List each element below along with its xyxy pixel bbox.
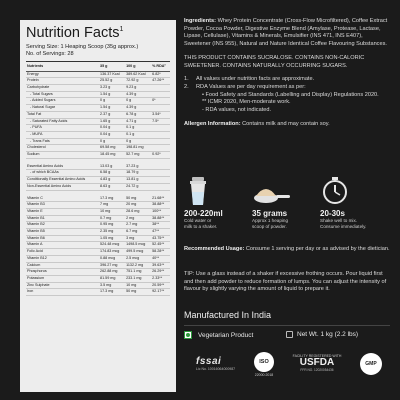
nutrient-name: - Added Sugars (26, 98, 99, 105)
nutrient-name: - PUFA (26, 125, 99, 132)
value-rda (151, 138, 170, 145)
serving-info (26, 44, 170, 62)
fssai-text: fssai (196, 356, 222, 367)
footnote-number (184, 107, 196, 115)
nutrient-name: Energy (26, 71, 99, 78)
fssai-license: Lic No. 10016064000987 (196, 367, 236, 371)
table-row (26, 98, 170, 105)
table-row (26, 222, 170, 229)
recommended-usage (184, 246, 390, 254)
table-row (26, 269, 170, 276)
footnote-item (184, 99, 390, 107)
value-100g: 18.79 g (125, 170, 151, 177)
nutrient-name: Total Fat (26, 111, 99, 118)
value-rda: 3.54* (151, 111, 170, 118)
value-rda: 0.92* (151, 152, 170, 159)
footnote-text: • Food Safety and Standards (Labelling and Display) Regulations 2020. (202, 91, 379, 98)
prep-step-scoop (252, 176, 312, 230)
certification-logos (196, 350, 392, 386)
nutrient-name: Essential Amino Acids (26, 164, 99, 170)
nutrition-title-text: Nutrition Facts (26, 25, 120, 41)
nutrient-name: Protein (26, 78, 99, 85)
value-rda: 52.45** (151, 242, 170, 249)
value-rda: 92.17** (151, 289, 170, 296)
nutrient-name: Phosphorus (26, 269, 99, 276)
value-rda (151, 91, 170, 98)
nutrient-name: Vitamin B12 (26, 255, 99, 262)
value-35g: 136.37 Kcal (99, 71, 125, 78)
value-35g: 0.95 mg (99, 222, 125, 229)
value-rda: 47** (151, 229, 170, 236)
vegetarian-badge (184, 331, 253, 339)
vegetarian-label: Vegetarian Product (198, 331, 254, 339)
nutrition-table-body (26, 71, 170, 296)
value-rda: 6.82* (151, 71, 170, 78)
value-100g: 2.7 mg (125, 222, 151, 229)
footnote-number (184, 92, 196, 100)
net-weight (286, 331, 358, 338)
value-100g: 10 mg (125, 282, 151, 289)
footnote-number (184, 99, 196, 107)
prep-shake-desc: Shake well to mix. Consume immediately. (320, 218, 367, 229)
header-nutrients: Nutrients (26, 64, 99, 72)
value-35g: 10 mg (99, 208, 125, 215)
allergen-info (184, 121, 390, 129)
manufactured-in: Manufactured In India (184, 310, 272, 320)
usfda-top: FACILITY REGISTERED WITH (292, 354, 342, 358)
timer-icon (320, 176, 350, 206)
value-rda: 58.28** (151, 249, 170, 256)
value-35g: 0 g (99, 138, 125, 145)
value-100g: 1498.5 mcg (125, 242, 151, 249)
table-row (26, 111, 170, 118)
prep-scoop-amount: 35 grams (252, 209, 288, 218)
nutrient-name: Potassium (26, 275, 99, 282)
servings-count: No. of Servings: 28 (26, 51, 74, 58)
nutrient-name: Vitamin E (26, 208, 99, 215)
table-row (26, 282, 170, 289)
value-100g: 28.6 mg (125, 208, 151, 215)
value-100g: 3 mg (125, 235, 151, 242)
value-35g: 1.54 g (99, 91, 125, 98)
table-row (26, 177, 170, 184)
value-100g: 0.1 g (125, 131, 151, 138)
value-rda (151, 105, 170, 112)
nutrient-name: Vitamin B1 (26, 215, 99, 222)
usfda-number: FFR NO. 12020054436 (300, 368, 334, 372)
value-35g: 17.3 mg (99, 196, 125, 202)
scoop-icon (252, 176, 292, 206)
value-35g: 6.58 g (99, 170, 125, 177)
nutrient-name: - of which BCAAs (26, 170, 99, 177)
serving-size: Serving Size: 1 Heaping Scoop (35g approx.) (26, 43, 139, 50)
prep-step-shake (320, 176, 380, 230)
value-35g: 174.83 mcg (99, 249, 125, 256)
iso-logo (250, 352, 278, 377)
value-100g: 24.72 g (125, 183, 151, 190)
footnote-text: RDA Values are per day requirement as per: (196, 84, 306, 91)
table-row (26, 208, 170, 215)
nutrient-name: Cholesterol (26, 145, 99, 152)
prep-water-amount: 200-220ml (184, 209, 223, 218)
value-rda: 38** (151, 222, 170, 229)
value-100g: 0.1 g (125, 125, 151, 132)
iso-text: ISO (254, 352, 274, 372)
value-35g: 1.05 mg (99, 235, 125, 242)
nutrient-name: Non-Essential Amino Acids (26, 183, 99, 190)
value-rda (151, 183, 170, 190)
table-row (26, 105, 170, 112)
footnote-item (184, 76, 390, 84)
value-100g: 389.62 Kcal (125, 71, 151, 78)
table-row (26, 118, 170, 125)
value-100g: 52.7 mg (125, 152, 151, 159)
header-100g: 100 g (125, 64, 151, 72)
sweetener-notice: THIS PRODUCT CONTAINS SUCRALOSE. CONTAINS NON-CALORIC SWEETENER. CONTAINS NATURALLY OCCURRING SUGARS. (184, 54, 365, 69)
nutrient-name: Calcium (26, 262, 99, 269)
nutrient-name: - MUFA (26, 131, 99, 138)
value-100g: 751.1 mg (125, 269, 151, 276)
value-35g: 0.88 mcg (99, 255, 125, 262)
value-35g: 8.63 g (99, 183, 125, 190)
table-row (26, 202, 170, 209)
nutrient-name: Carbohydrate (26, 85, 99, 92)
nutrient-name: Conditionally Essential Amino Acids (26, 177, 99, 184)
value-rda: 2.33** (151, 275, 170, 282)
value-35g: 81.59 mg (99, 275, 125, 282)
value-rda: 38.88** (151, 202, 170, 209)
value-100g: 4.71 g (125, 118, 151, 125)
nutrient-name: Iron (26, 289, 99, 296)
info-column (184, 18, 390, 129)
value-rda: 43.75** (151, 235, 170, 242)
value-100g: 499.5 mcg (125, 249, 151, 256)
value-rda: 100** (151, 208, 170, 215)
value-rda (151, 145, 170, 152)
prep-water-desc: Cold water or milk to a shaker. (184, 218, 218, 229)
allergen-label: Allergen Information: (184, 120, 241, 127)
value-35g: 7 mg (99, 202, 125, 209)
header-rda: % RDA² (151, 64, 170, 72)
value-100g: 20 mg (125, 202, 151, 209)
footnote-text: All values under nutrition facts are approximate. (196, 76, 315, 83)
value-rda (151, 170, 170, 177)
table-row (26, 152, 170, 159)
table-row (26, 229, 170, 236)
recommended-text: Consume 1 serving per day or as advised by the dietician. (244, 246, 390, 252)
prep-scoop-desc: Approx 1 heaping scoop of powder. (252, 218, 289, 229)
value-35g: 13.03 g (99, 164, 125, 170)
table-row (26, 275, 170, 282)
footnote-item (184, 84, 390, 92)
table-row (26, 91, 170, 98)
allergen-text: Contains milk and may contain soy. (240, 120, 330, 127)
table-row (26, 145, 170, 152)
footnote-number: 1. (184, 76, 189, 83)
net-weight-label: Net Wt. 1 kg (2.2 lbs) (297, 331, 359, 338)
value-35g: 25.52 g (99, 78, 125, 85)
shaker-icon (184, 176, 218, 206)
nutrition-facts-panel (20, 20, 176, 392)
nutrient-name: Vitamin B6 (26, 235, 99, 242)
table-row (26, 215, 170, 222)
value-100g: 72.92 g (125, 78, 151, 85)
footnote-text: - RDA values, not indicated. (202, 107, 272, 114)
footnote-text: ** ICMR 2020, Men-moderate work. (202, 99, 291, 106)
value-100g: 1132.2 mg (125, 262, 151, 269)
nutrient-name: Zinc Sulphate (26, 282, 99, 289)
value-rda: 47.26** (151, 78, 170, 85)
divider (184, 325, 390, 326)
value-100g: 233.1 mg (125, 275, 151, 282)
value-rda: 39.63** (151, 262, 170, 269)
value-35g: 0.04 g (99, 125, 125, 132)
value-35g: 0.04 g (99, 131, 125, 138)
header-35g: 35 g (99, 64, 125, 72)
ingredients (184, 18, 390, 49)
value-100g: 4.39 g (125, 91, 151, 98)
value-100g: 37.23 g (125, 164, 151, 170)
fssai-logo (196, 356, 240, 371)
nutrition-title-sup: 1 (119, 26, 124, 34)
gmp-logo: GMP (360, 353, 382, 375)
footnote-item (184, 107, 390, 115)
table-row (26, 289, 170, 296)
tip-text: TIP: Use a glass instead of a shaker if excessive frothing occurs. Pour liquid first and then add powder to reduce formation of lumps. You can adjust the intensity of flavour by slightly varying the amount of liquid to prepare it. (184, 271, 387, 293)
preparation-steps (184, 176, 384, 236)
nutrition-table-header (26, 64, 170, 72)
table-row (26, 242, 170, 249)
value-35g: 396.27 mg (99, 262, 125, 269)
nutrient-name: - Trans Fats (26, 138, 99, 145)
value-100g: 2.5 mcg (125, 255, 151, 262)
footnote-number: 2. (184, 84, 189, 91)
value-35g: 3.23 g (99, 85, 125, 92)
value-100g: 198.81 mg (125, 145, 151, 152)
veg-mark-icon (184, 331, 192, 339)
value-100g: 9.23 g (125, 85, 151, 92)
table-row (26, 71, 170, 78)
value-100g: 6.78 g (125, 111, 151, 118)
nutrient-name: - Total Sugars (26, 91, 99, 98)
usfda-logo (288, 354, 346, 372)
value-35g: 69.58 mg (99, 145, 125, 152)
footnote-item (184, 92, 390, 100)
value-rda: 7.5* (151, 118, 170, 125)
value-rda: 21.68** (151, 196, 170, 202)
table-row (26, 183, 170, 190)
table-row (26, 255, 170, 262)
value-rda: 38.88** (151, 215, 170, 222)
iso-standard: 22000:2018 (254, 373, 274, 377)
value-35g: 524.48 mcg (99, 242, 125, 249)
value-rda: 20.59** (151, 282, 170, 289)
prep-shake-time: 20-30s (320, 209, 345, 218)
value-100g: 6.7 mg (125, 229, 151, 236)
value-100g: 4.39 g (125, 105, 151, 112)
value-100g: 13.81 g (125, 177, 151, 184)
value-35g: 0 g (99, 98, 125, 105)
table-row (26, 131, 170, 138)
nutrient-name: Vitamin C (26, 196, 99, 202)
value-35g: 0.7 mg (99, 215, 125, 222)
value-100g: 0 g (125, 138, 151, 145)
ingredients-label: Ingredients: (184, 18, 217, 24)
nutrient-name: Sodium (26, 152, 99, 159)
value-rda (151, 131, 170, 138)
value-35g: 2.37 g (99, 111, 125, 118)
ingredients-text: Whey Protein Concentrate (Cross-Flow Microfiltered), Coffee Extract Powder, Cocoa Powder, Digestive Enzyme Blend (Amylase, Protease, Lactase, Lipase, Cellulase), Vitamins & Minerals, Emulsifier (INS 471, INS E407), Sweetener (INS 955), Natural and Nature Identical Coffee Flavouring Substances. (184, 18, 388, 48)
nutrient-name: - Saturated Fatty Acids (26, 118, 99, 125)
table-row (26, 235, 170, 242)
value-100g: 0 g (125, 98, 151, 105)
value-rda (151, 125, 170, 132)
value-rda: 26.29** (151, 269, 170, 276)
value-35g: 1.65 g (99, 118, 125, 125)
usfda-text: USFDA (299, 357, 335, 368)
nutrient-name: Folic Acid (26, 249, 99, 256)
nutrient-name: Vitamin B2 (26, 222, 99, 229)
value-35g: 17.3 mg (99, 289, 125, 296)
table-row (26, 262, 170, 269)
prep-step-water (184, 176, 244, 230)
value-rda (151, 177, 170, 184)
value-rda (151, 85, 170, 92)
table-row (26, 125, 170, 132)
footnotes (184, 76, 390, 115)
table-row (26, 249, 170, 256)
nutrient-name: Vitamin A (26, 242, 99, 249)
value-35g: 1.54 g (99, 105, 125, 112)
nutrient-name: Vitamin B5 (26, 229, 99, 236)
nutrient-name: Vitamin B3 (26, 202, 99, 209)
weight-icon (286, 331, 293, 338)
table-row (26, 138, 170, 145)
value-35g: 3.5 mg (99, 282, 125, 289)
nutrient-name: - Natural Sugar (26, 105, 99, 112)
value-35g: 18.45 mg (99, 152, 125, 159)
nutrition-table (26, 64, 170, 297)
value-100g: 2 mg (125, 215, 151, 222)
table-row (26, 170, 170, 177)
table-row (26, 78, 170, 85)
value-35g: 4.83 g (99, 177, 125, 184)
value-100g: 50 mg (125, 196, 151, 202)
value-35g: 262.88 mg (99, 269, 125, 276)
value-100g: 50 mg (125, 289, 151, 296)
recommended-label: Recommended Usage: (184, 246, 245, 252)
value-rda: 40** (151, 255, 170, 262)
value-35g: 2.35 mg (99, 229, 125, 236)
value-rda: 0* (151, 98, 170, 105)
nutrition-title (26, 26, 170, 41)
table-row (26, 85, 170, 92)
